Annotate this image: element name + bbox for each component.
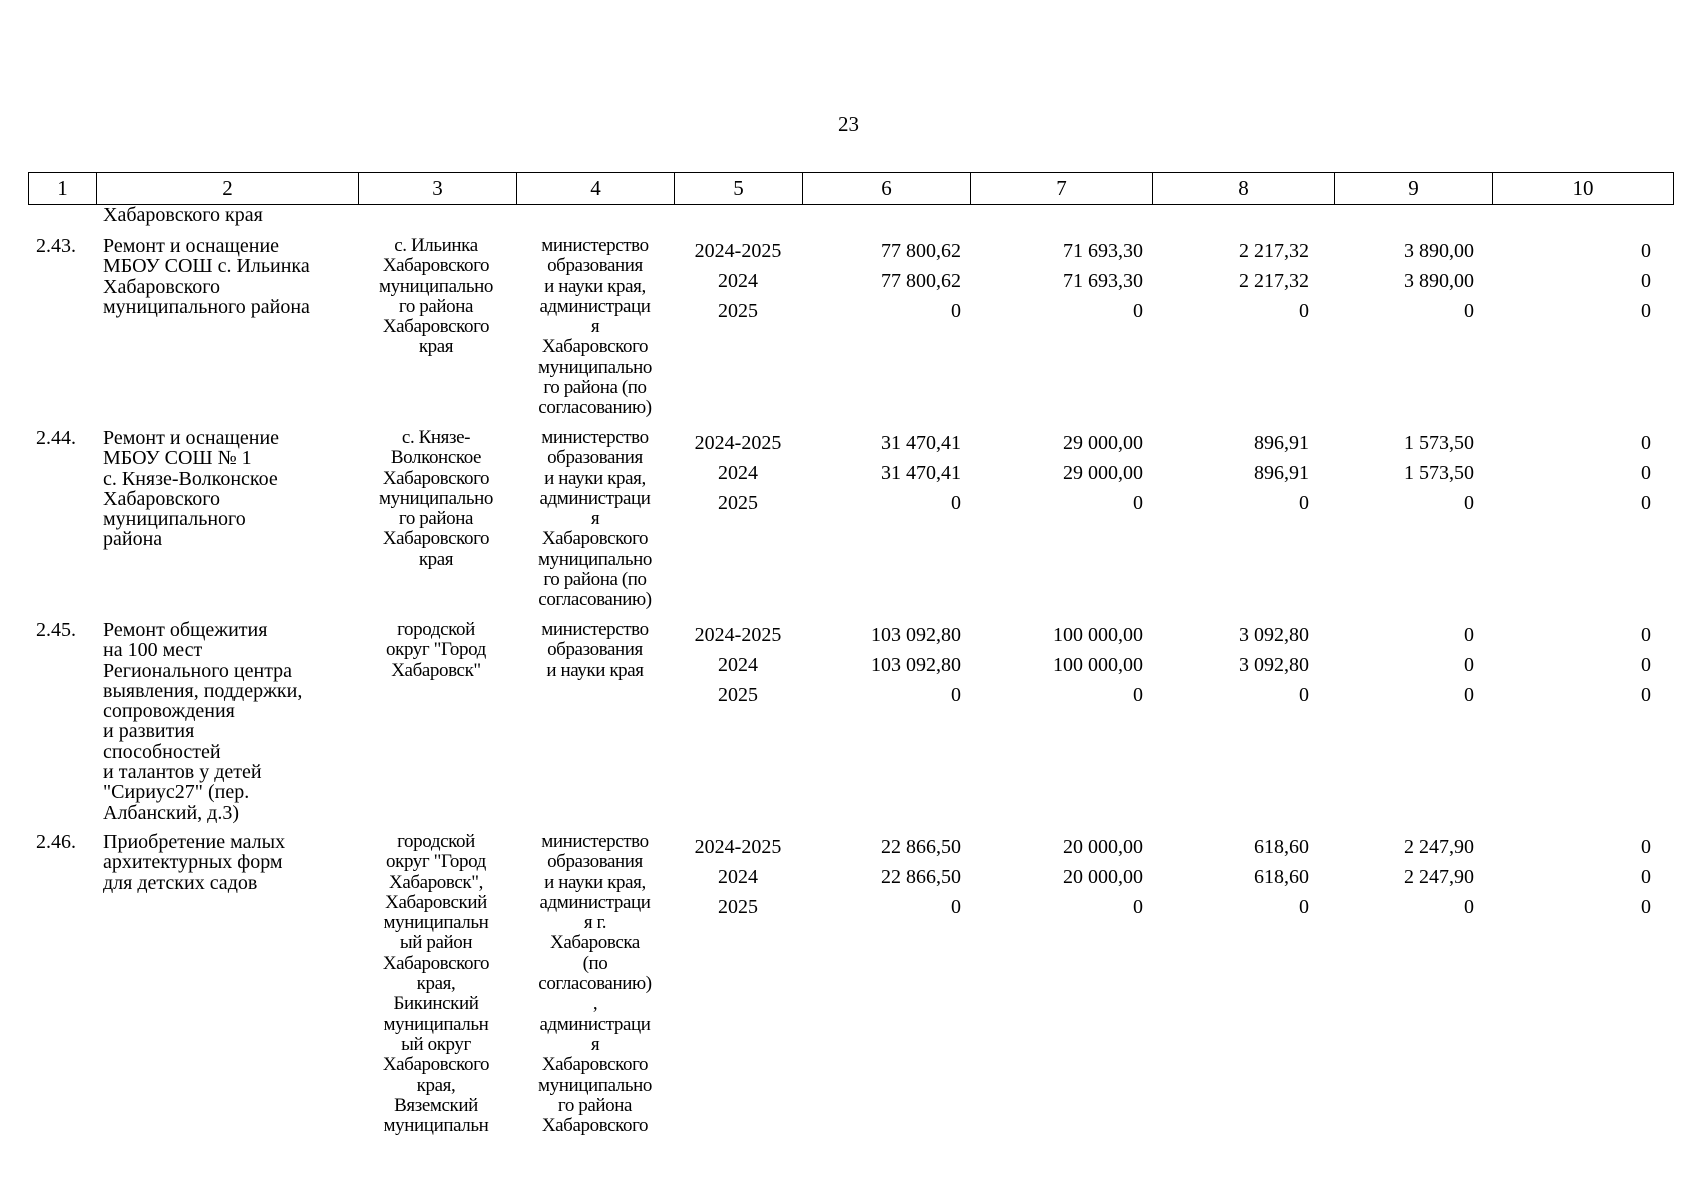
- row-executor-line: администраци: [539, 891, 651, 913]
- row-location-line: муниципально: [379, 487, 493, 509]
- row-location-line: с. Ильинка: [394, 235, 478, 256]
- row-name-line: и талантов у детей: [103, 761, 262, 784]
- row-col9-line: 0: [1464, 624, 1474, 646]
- row-location-line: Хабаровского: [382, 467, 490, 489]
- row-col8-line: 896,91: [1254, 462, 1309, 484]
- page-number: 23: [838, 112, 859, 136]
- row-executor-line: и науки края,: [544, 871, 646, 893]
- row-col9: [1330, 428, 1474, 518]
- row-col10-line: 0: [1641, 270, 1651, 292]
- row-executor-line: министерство: [541, 619, 649, 640]
- row-executor-line: Хабаровского: [541, 336, 649, 358]
- row-col8-line: 0: [1299, 492, 1309, 514]
- row-number: 2.46.: [36, 831, 76, 853]
- row-executor: [520, 620, 670, 681]
- row-col6: [820, 620, 961, 710]
- row-executor-line: муниципально: [538, 1074, 652, 1096]
- row-location-line: муниципальн: [383, 1013, 489, 1035]
- row-col10-line: 0: [1641, 240, 1651, 262]
- row-col9-line: 0: [1464, 684, 1474, 706]
- row-executor-line: (по: [582, 952, 608, 974]
- row-col6: [820, 428, 961, 518]
- row-name-line: и развития: [103, 720, 195, 743]
- row-executor-line: Хабаровского: [541, 1115, 649, 1137]
- row-location-line: округ "Город: [386, 851, 486, 873]
- row-name-line: на 100 мест: [103, 639, 203, 662]
- row-executor-line: и науки края,: [544, 467, 646, 489]
- row-col9-line: 0: [1464, 654, 1474, 676]
- row-col9-line: 0: [1464, 896, 1474, 918]
- row-periods-line: 2025: [718, 492, 758, 514]
- row-name-line: Ремонт и оснащение: [103, 235, 280, 257]
- row-executor-line: го района (по: [543, 569, 647, 591]
- row-periods-line: 2024: [718, 866, 758, 888]
- row-name-line: МБОУ СОШ с. Ильинка: [103, 255, 310, 278]
- row-col8: [1180, 428, 1309, 518]
- row-location-line: Хабаровского: [382, 1054, 490, 1076]
- row-executor-line: Хабаровска: [550, 932, 640, 954]
- row-col10-line: 0: [1641, 896, 1651, 918]
- row-location: [362, 620, 510, 681]
- row-name-line: муниципального района: [103, 295, 310, 318]
- row-location-line: Хабаровского: [382, 528, 490, 550]
- row-name-line: "Сириус27" (пер.: [103, 781, 250, 804]
- row-name-line: выявления, поддержки,: [103, 679, 303, 702]
- row-col6-line: 77 800,62: [881, 270, 961, 292]
- row-executor-line: согласованию): [538, 589, 652, 611]
- row-col7-line: 29 000,00: [1063, 462, 1143, 484]
- row-col8-line: 2 217,32: [1239, 240, 1309, 262]
- row-executor-line: администраци: [539, 1013, 651, 1035]
- row-location-line: Бикинский: [393, 993, 479, 1015]
- row-col7-line: 71 693,30: [1063, 240, 1143, 262]
- row-col7-line: 20 000,00: [1063, 866, 1143, 888]
- row-col7: [1000, 620, 1143, 710]
- row-location-line: го района: [398, 295, 474, 317]
- row-col9-line: 0: [1464, 300, 1474, 322]
- row-name: [103, 236, 365, 317]
- row-col6-line: 0: [951, 492, 961, 514]
- row-name-line: Хабаровского: [103, 487, 220, 510]
- row-col7-line: 100 000,00: [1053, 624, 1143, 646]
- row-col7-line: 0: [1133, 300, 1143, 322]
- row-col9: [1330, 236, 1474, 326]
- row-executor-line: муниципально: [538, 356, 652, 378]
- row-location-line: края: [418, 336, 454, 358]
- row-col8-line: 2 217,32: [1239, 270, 1309, 292]
- row-col6-line: 0: [951, 896, 961, 918]
- row-col8: [1180, 236, 1309, 326]
- row-location-line: округ "Город: [386, 639, 486, 661]
- row-executor-line: Хабаровского: [541, 528, 649, 550]
- row-executor: [520, 236, 670, 419]
- header-col-1: 1: [28, 173, 96, 204]
- row-periods: [683, 428, 793, 518]
- row-col6-line: 31 470,41: [881, 462, 961, 484]
- row-col8-line: 0: [1299, 684, 1309, 706]
- row-location-line: Хабаровского: [382, 952, 490, 974]
- row-col6-line: 77 800,62: [881, 240, 961, 262]
- row-col9-line: 0: [1464, 492, 1474, 514]
- row-executor: [520, 428, 670, 611]
- row-periods-line: 2025: [718, 896, 758, 918]
- row-col7-line: 0: [1133, 684, 1143, 706]
- row-name: [103, 620, 365, 823]
- row-location-line: го района: [398, 508, 474, 530]
- row-name-line: для детских садов: [103, 871, 258, 894]
- row-location-line: с. Князе-: [401, 427, 471, 448]
- row-col9-line: 1 573,50: [1404, 432, 1474, 454]
- row-executor-line: я: [590, 1033, 600, 1055]
- row-location-line: городской: [397, 619, 475, 640]
- row-col9: [1330, 620, 1474, 710]
- table-header-row: [28, 172, 1674, 205]
- row-location-line: Хабаровск",: [389, 871, 483, 893]
- row-executor-line: го района: [557, 1094, 633, 1116]
- row-col9-line: 2 247,90: [1404, 866, 1474, 888]
- row-col8-line: 618,60: [1254, 836, 1309, 858]
- row-name-line: Албанский, д.3): [103, 801, 240, 824]
- row-location-line: Вяземский: [394, 1094, 478, 1116]
- row-periods-line: 2024: [718, 462, 758, 484]
- row-col10-line: 0: [1641, 866, 1651, 888]
- row-location: [362, 428, 510, 570]
- header-col-10: 10: [1492, 173, 1674, 204]
- row-executor-line: министерство: [541, 831, 649, 852]
- row-col10: [1500, 428, 1651, 518]
- row-col10-line: 0: [1641, 300, 1651, 322]
- row-col7-line: 0: [1133, 492, 1143, 514]
- row-executor-line: Хабаровского: [541, 1054, 649, 1076]
- row-col6-line: 0: [951, 684, 961, 706]
- row-executor-line: я: [590, 316, 600, 338]
- row-location-line: Хабаровский: [385, 891, 487, 913]
- row-col7-line: 29 000,00: [1063, 432, 1143, 454]
- row-executor-line: го района (по: [543, 377, 647, 399]
- row-number: 2.45.: [36, 619, 76, 641]
- row-executor-line: согласованию): [538, 397, 652, 419]
- row-periods-line: 2024-2025: [694, 432, 782, 454]
- row-location-line: Хабаровского: [382, 255, 490, 277]
- header-col-6: 6: [802, 173, 970, 204]
- header-col-2: 2: [96, 173, 358, 204]
- row-location-line: городской: [397, 831, 475, 852]
- row-location-line: края,: [416, 1074, 456, 1096]
- row-executor-line: администраци: [539, 295, 651, 317]
- row-col7: [1000, 832, 1143, 922]
- row-col6-line: 22 866,50: [881, 836, 961, 858]
- row-executor-line: образования: [547, 447, 643, 469]
- row-location-line: муниципальн: [383, 912, 489, 934]
- row-periods-line: 2024-2025: [694, 836, 782, 858]
- row-col10-line: 0: [1641, 624, 1651, 646]
- carry-over-text: Хабаровского края: [103, 204, 263, 226]
- row-name-line: с. Князе-Волконское: [103, 467, 278, 490]
- row-name-line: способностей: [103, 740, 221, 763]
- row-col8-line: 618,60: [1254, 866, 1309, 888]
- row-periods-line: 2025: [718, 300, 758, 322]
- row-name: [103, 428, 365, 550]
- row-executor-line: согласованию): [538, 973, 652, 995]
- row-col10-line: 0: [1641, 654, 1651, 676]
- header-col-3: 3: [358, 173, 516, 204]
- row-executor-line: я г.: [583, 912, 607, 934]
- row-col6-line: 103 092,80: [871, 624, 961, 646]
- row-location-line: муниципально: [379, 275, 493, 297]
- row-col10: [1500, 236, 1651, 326]
- row-col6: [820, 236, 961, 326]
- row-executor-line: я: [590, 508, 600, 530]
- row-periods-line: 2025: [718, 684, 758, 706]
- row-col10-line: 0: [1641, 836, 1651, 858]
- row-periods: [683, 236, 793, 326]
- row-executor-line: администраци: [539, 487, 651, 509]
- row-name-line: Ремонт общежития: [103, 619, 268, 641]
- row-col7-line: 71 693,30: [1063, 270, 1143, 292]
- row-executor-line: образования: [547, 851, 643, 873]
- row-col7-line: 0: [1133, 896, 1143, 918]
- row-name-line: сопровождения: [103, 700, 235, 723]
- row-name-line: района: [103, 528, 163, 551]
- row-executor-line: ,: [592, 993, 598, 1015]
- row-executor-line: образования: [547, 255, 643, 277]
- row-executor-line: образования: [547, 639, 643, 661]
- row-col10: [1500, 832, 1651, 922]
- row-name-line: Приобретение малых: [103, 831, 286, 853]
- row-col9-line: 3 890,00: [1404, 270, 1474, 292]
- row-name-line: Хабаровского: [103, 275, 220, 298]
- row-col8: [1180, 620, 1309, 710]
- row-location-line: ый район: [399, 932, 473, 954]
- row-periods-line: 2024: [718, 270, 758, 292]
- row-name-line: МБОУ СОШ № 1: [103, 447, 252, 470]
- row-executor-line: и науки края: [546, 659, 644, 681]
- row-col10-line: 0: [1641, 462, 1651, 484]
- row-name-line: муниципального: [103, 508, 246, 531]
- row-col7-line: 20 000,00: [1063, 836, 1143, 858]
- row-col6: [820, 832, 961, 922]
- row-col9-line: 1 573,50: [1404, 462, 1474, 484]
- header-col-5: 5: [674, 173, 802, 204]
- row-executor-line: муниципально: [538, 548, 652, 570]
- row-col6-line: 31 470,41: [881, 432, 961, 454]
- row-location-line: Хабаровского: [382, 316, 490, 338]
- row-col10-line: 0: [1641, 492, 1651, 514]
- row-periods-line: 2024-2025: [694, 624, 782, 646]
- row-number: 2.43.: [36, 235, 76, 257]
- row-col7: [1000, 236, 1143, 326]
- row-col6-line: 0: [951, 300, 961, 322]
- row-location-line: Волконское: [390, 447, 482, 469]
- row-executor-line: министерство: [541, 235, 649, 256]
- header-col-4: 4: [516, 173, 674, 204]
- row-location-line: ый округ: [401, 1033, 471, 1055]
- row-location: [362, 832, 510, 1136]
- row-location-line: муниципальн: [383, 1115, 489, 1137]
- row-name-line: Ремонт и оснащение: [103, 427, 280, 449]
- row-location-line: края: [418, 548, 454, 570]
- row-executor: [520, 832, 670, 1136]
- row-name-line: Регионального центра: [103, 659, 293, 682]
- row-col6-line: 22 866,50: [881, 866, 961, 888]
- header-col-8: 8: [1152, 173, 1334, 204]
- header-col-9: 9: [1334, 173, 1492, 204]
- row-periods-line: 2024-2025: [694, 240, 782, 262]
- header-col-7: 7: [970, 173, 1152, 204]
- row-col9-line: 3 890,00: [1404, 240, 1474, 262]
- row-col10-line: 0: [1641, 432, 1651, 454]
- row-location: [362, 236, 510, 358]
- row-col8-line: 3 092,80: [1239, 654, 1309, 676]
- row-col8: [1180, 832, 1309, 922]
- row-col8-line: 0: [1299, 300, 1309, 322]
- row-col8-line: 0: [1299, 896, 1309, 918]
- row-col8-line: 3 092,80: [1239, 624, 1309, 646]
- row-col9: [1330, 832, 1474, 922]
- row-col6-line: 103 092,80: [871, 654, 961, 676]
- row-periods: [683, 620, 793, 710]
- row-executor-line: и науки края,: [544, 275, 646, 297]
- row-location-line: Хабаровск": [391, 659, 481, 681]
- row-periods-line: 2024: [718, 654, 758, 676]
- row-col10: [1500, 620, 1651, 710]
- row-col7: [1000, 428, 1143, 518]
- row-name-line: архитектурных форм: [103, 851, 283, 874]
- row-name: [103, 832, 365, 893]
- row-col7-line: 100 000,00: [1053, 654, 1143, 676]
- row-col9-line: 2 247,90: [1404, 836, 1474, 858]
- row-col10-line: 0: [1641, 684, 1651, 706]
- row-number: 2.44.: [36, 427, 76, 449]
- row-executor-line: министерство: [541, 427, 649, 448]
- row-periods: [683, 832, 793, 922]
- row-col8-line: 896,91: [1254, 432, 1309, 454]
- row-location-line: края,: [416, 973, 456, 995]
